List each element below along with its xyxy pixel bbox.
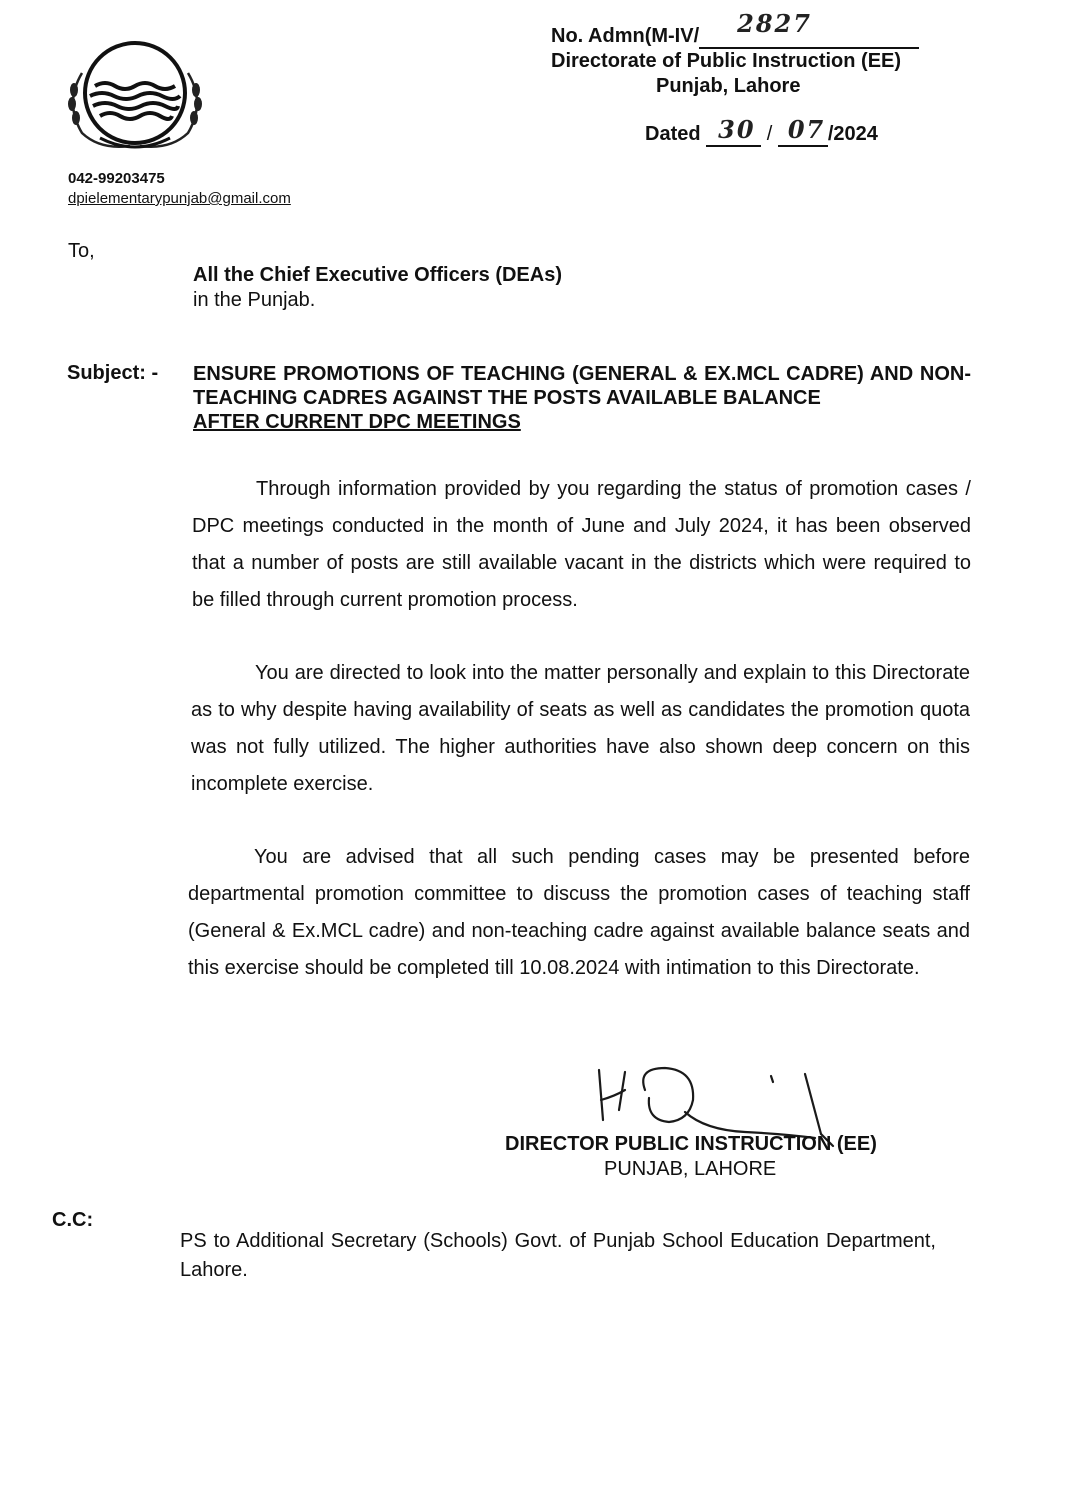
subject-line-underlined: AFTER CURRENT DPC MEETINGS — [193, 411, 521, 433]
date-year: /2024 — [827, 123, 878, 145]
office-name: Directorate of Public Instruction (EE) — [551, 50, 902, 72]
cc-recipient: PS to Additional Secretary (Schools) Govt. of Punjab School Education Department, Lahore. — [180, 1230, 936, 1281]
subject-label: Subject: - — [67, 362, 159, 384]
date-line: Dated 30 / 07 /2024 — [645, 115, 878, 145]
reference-prefix: No. Admn(M-IV/ — [551, 25, 700, 47]
signatory-location: PUNJAB, LAHORE — [604, 1158, 777, 1180]
reference-line — [551, 9, 951, 49]
subject-text — [193, 362, 971, 434]
body-paragraph-3: You are advised that all such pending cases may be presented before departmental promotion committee to discuss the promotion cases of teaching staff (General & Ex.MCL cadre) and non-teaching cadre against available balance seats and this exercise should be completed till 10.08.2024 with intimation to this Directorate. — [188, 846, 970, 979]
cc-label: C.C: — [52, 1209, 94, 1231]
email-link[interactable]: dpielementarypunjab@gmail.com — [68, 190, 291, 207]
signatory-title: DIRECTOR PUBLIC INSTRUCTION (EE) — [505, 1133, 877, 1155]
phone-number: 042-99203475 — [68, 170, 165, 187]
date-day-handwritten: 30 — [718, 115, 756, 144]
body-paragraph-2: You are directed to look into the matter personally and explain to this Directorate as to why despite having availability of seats as well as candidates the promotion quota was not fully utilized. The higher authorities have also shown deep concern on this incomplete exercise. — [191, 662, 970, 795]
body-paragraph-1: Through information provided by you regarding the status of promotion cases / DPC meetings conducted in the month of June and July 2024, it has been observed that a number of posts are still available vacant in the districts which were required to be filled through current promotion process. — [192, 478, 971, 611]
to-label: To, — [68, 240, 95, 262]
dated-label: Dated — [645, 123, 701, 145]
addressee-name: All the Chief Executive Officers (DEAs) — [193, 264, 562, 286]
punjab-government-emblem — [60, 38, 210, 160]
reference-number-handwritten: 2827 — [737, 9, 812, 38]
office-city: Punjab, Lahore — [656, 75, 801, 97]
date-month-handwritten: 07 — [787, 115, 826, 144]
addressee-location: in the Punjab. — [193, 289, 316, 311]
subject-line-main: ENSURE PROMOTIONS OF TEACHING (GENERAL & EX.MCL CADRE) AND NON-TEACHING CADRES AGAINST THE POSTS AVAILABLE BALANCE — [193, 363, 971, 409]
